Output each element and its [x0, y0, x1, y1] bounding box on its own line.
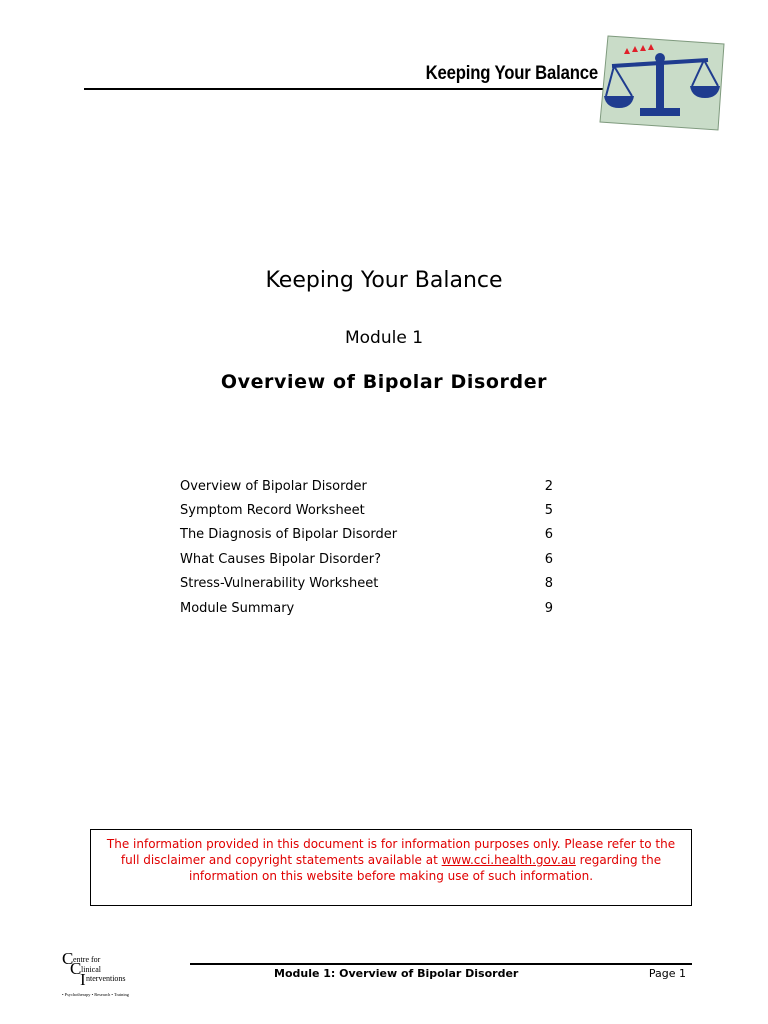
disclaimer-text-start: The information provided in this document is for information purposes only. Please refer to the full disclaimer and copyright statements available at [106, 837, 676, 867]
svg-text:C: C [62, 949, 74, 968]
footer-rule [190, 963, 692, 965]
logo-line-2: linical [81, 965, 101, 974]
balance-scale-icon [598, 30, 726, 132]
disclaimer-text-end: regarding the information on this website before making use of such information. [188, 853, 662, 883]
logo-line-1: entre for [73, 955, 101, 964]
module-label: Module 1 [344, 328, 424, 348]
toc-label: Overview of Bipolar Disorder [180, 478, 367, 494]
footer-page-number: Page 1 [648, 967, 686, 980]
toc-label: Stress-Vulnerability Worksheet [180, 576, 379, 592]
toc-page-number: 5 [544, 503, 553, 519]
header-title: Keeping Your Balance [425, 63, 598, 84]
toc-label: What Causes Bipolar Disorder? [180, 551, 381, 567]
header-rule [84, 88, 604, 90]
toc-page-number: 6 [544, 527, 553, 543]
toc-row [180, 596, 560, 620]
module-heading: Overview of Bipolar Disorder [220, 371, 548, 393]
svg-text:I: I [80, 970, 86, 989]
svg-text:C: C [70, 959, 82, 978]
toc-label: The Diagnosis of Bipolar Disorder [180, 527, 398, 543]
document-title: Keeping Your Balance [265, 268, 503, 293]
footer-module-title: Module 1: Overview of Bipolar Disorder [274, 967, 519, 980]
toc-row [180, 523, 560, 547]
toc-row [180, 547, 560, 571]
disclaimer-box [90, 829, 692, 906]
toc-page-number: 9 [544, 600, 553, 616]
toc-page-number: 8 [544, 576, 553, 592]
logo-line-3: nterventions [86, 974, 126, 983]
toc-row [180, 572, 560, 596]
toc-page-number: 2 [544, 478, 553, 494]
disclaimer-link[interactable]: www.cci.health.gov.au [441, 853, 576, 867]
table-of-contents [180, 474, 560, 620]
toc-label: Symptom Record Worksheet [180, 503, 365, 519]
toc-page-number: 6 [544, 551, 553, 567]
cci-logo [60, 948, 190, 1000]
toc-row [180, 498, 560, 522]
toc-label: Module Summary [180, 600, 295, 616]
toc-row [180, 474, 560, 498]
logo-tagline: • Psychotherapy • Research • Training [62, 992, 129, 997]
